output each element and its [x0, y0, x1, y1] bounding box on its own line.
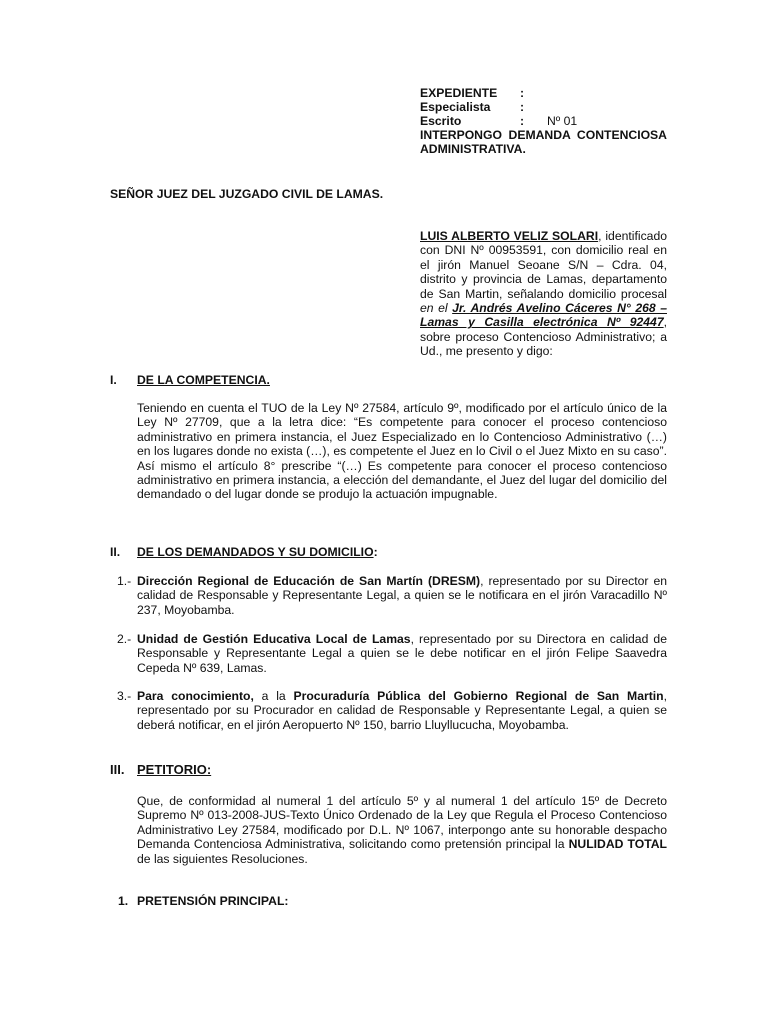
especialista-label: Especialista: [420, 100, 491, 114]
plaintiff-paragraph: [420, 229, 667, 359]
defendant-2: [137, 632, 667, 675]
procedural-address: Jr. Andrés Avelino Cáceres N° 268 – Lamas y Casilla electrónica Nº 92447: [420, 301, 667, 330]
defendant-3-name: Procuraduría Pública del Gobierno Regional de San Martin: [293, 689, 664, 703]
header-subject: INTERPONGO DEMANDA CONTENCIOSA ADMINISTRATIVA.: [420, 128, 667, 157]
defendant-1-text: , representado por su Director en calidad de Responsable y Representante Legal, a quien se le notificara en el jirón Varacadillo Nº 237, Moyobamba.: [137, 574, 668, 617]
colon: :: [520, 86, 525, 100]
defendant-3-text-mid: a la: [253, 689, 294, 703]
expediente-label: EXPEDIENTE: [420, 86, 498, 100]
petitorio-text-1: Que, de conformidad al numeral 1 del artículo 5º y al numeral 1 del artículo 15º de Decreto Supremo Nº 013-2008-JUS-Texto Único Ordenado de la Ley que Regula el Proceso Contencioso Administrativo Ley 27584, modificado por D.L. Nº 1067, interpongo ante su honorable despacho Demanda Contenciosa Administrativa, solicitando como pretensión principal la: [137, 794, 667, 852]
section-1-title: DE LA COMPETENCIA.: [137, 373, 270, 387]
defendant-2-number: 2.-: [117, 632, 132, 646]
petitorio-emphasis: NULIDAD TOTAL: [568, 837, 667, 852]
addressee: SEÑOR JUEZ DEL JUZGADO CIVIL DE LAMAS.: [110, 187, 384, 201]
escrito-label: Escrito: [420, 114, 462, 128]
defendant-3-number: 3.-: [117, 689, 132, 703]
header-expediente-row: [420, 86, 670, 101]
defendant-1-name: Dirección Regional de Educación de San Martín (DRESM): [137, 574, 481, 588]
subsection-1-title: PRETENSIÓN PRINCIPAL:: [137, 894, 289, 908]
section-3-body: [137, 794, 667, 866]
defendant-3-label: Para conocimiento,: [137, 689, 254, 703]
defendant-2-name: Unidad de Gestión Educativa Local de Lamas: [137, 632, 411, 646]
header-escrito-row: [420, 114, 670, 129]
defendant-1-number: 1.-: [117, 574, 132, 588]
escrito-value: Nº 01: [547, 114, 578, 128]
plaintiff-text-italic: en el: [420, 301, 453, 316]
plaintiff-text-2: , sobre proceso Contencioso Administrativo; a Ud., me presento y digo:: [420, 315, 667, 359]
defendant-1: [137, 574, 667, 617]
subsection-1-number: 1.: [118, 894, 129, 908]
section-2-number: II.: [110, 545, 121, 559]
section-3-number: III.: [110, 762, 125, 777]
plaintiff-text-1: , identificado con DNI Nº 00953591, con domicilio real en el jirón Manuel Seoane S/N – Cdra. 04, distrito y provincia de Lamas, departamento de San Martin, señalando domicilio procesal: [420, 229, 667, 301]
section-1-body: Teniendo en cuenta el TUO de la Ley Nº 27584, artículo 9º, modificado por el artículo único de la Ley Nº 27709, que a la letra dice: “Es competente para conocer el proceso contencioso administrativo en primera instancia, el Juez Especializado en lo Contencioso Administrativo (…) en los lugares donde no exista (…), es competente el Juez en lo Civil o el Juez Mixto en su caso”. Así mismo el artículo 8° prescribe “(…) Es competente para conocer el proceso contencioso administrativo en primera instancia, a elección del demandante, el Juez del lugar del domicilio del demandado o del lugar donde se produjo la actuación impugnable.: [137, 401, 667, 502]
defendant-3-text: , representado por su Procurador en calidad de Responsable y Representante Legal, a quien se deberá notificar, en el jirón Aeropuerto Nº 150, barrio Lluyllucucha, Moyobamba.: [137, 689, 667, 732]
section-3-title: PETITORIO:: [137, 762, 212, 777]
header-especialista-row: [420, 100, 670, 115]
defendant-3: [137, 689, 667, 732]
section-1-number: I.: [110, 373, 117, 387]
section-2-title-suffix: :: [373, 545, 378, 559]
section-2-title: DE LOS DEMANDADOS Y SU DOMICILIO: [137, 545, 374, 559]
defendant-2-text: , representado por su Directora en calidad de Responsable y Representante Legal a quien se le debe notificar en el jirón Felipe Saavedra Cepeda Nº 639, Lamas.: [137, 632, 667, 675]
section-2-heading: [137, 545, 378, 559]
colon: :: [520, 100, 525, 114]
petitorio-text-2: de las siguientes Resoluciones.: [137, 851, 308, 866]
plaintiff-name: LUIS ALBERTO VELIZ SOLARI: [420, 229, 599, 243]
colon: :: [520, 114, 525, 128]
